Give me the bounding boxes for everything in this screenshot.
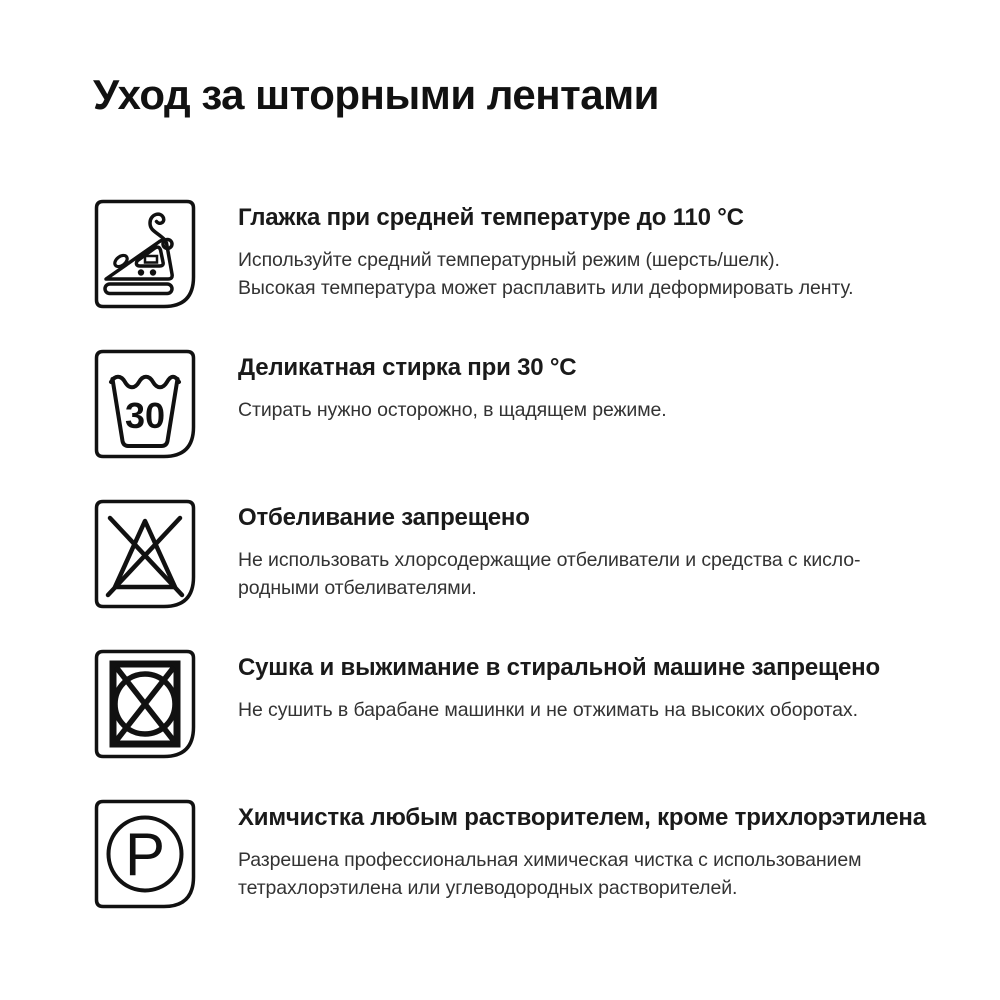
- iron-medium-temp-icon: [93, 198, 197, 310]
- dry-clean-p-icon: [93, 798, 197, 910]
- care-description-line: родными отбеливателями.: [238, 577, 477, 599]
- care-section-drying: [93, 648, 960, 760]
- care-sections-list: [93, 198, 960, 910]
- no-bleach-icon: [93, 498, 197, 610]
- care-description-line: Используйте средний температурный режим (шерсть/шелк).: [238, 249, 780, 271]
- care-section-bleaching: [93, 498, 960, 610]
- wash-temperature-label: 30: [124, 395, 166, 436]
- page-title: Уход за шторными лентами: [93, 71, 659, 118]
- care-section-ironing: [93, 198, 960, 310]
- care-description-line: тетрахлорэтилена или углеводородных растворителей.: [238, 877, 738, 899]
- care-description-line: Не использовать хлорсодержащие отбеливатели и средства с кисло-: [238, 549, 861, 571]
- care-text-bleaching: [238, 498, 960, 602]
- care-text-washing: [238, 348, 960, 424]
- care-heading: Отбеливание запрещено: [238, 504, 530, 531]
- dry-clean-letter-label: P: [124, 821, 166, 888]
- care-heading: Сушка и выжимание в стиральной машине запрещено: [238, 654, 880, 681]
- no-tumble-dry-icon: [93, 648, 197, 760]
- care-description-line: Разрешена профессиональная химическая чистка с использованием: [238, 849, 862, 871]
- care-heading: Деликатная стирка при 30 °C: [238, 354, 577, 381]
- care-description-line: Высокая температура может расплавить или деформировать ленту.: [238, 277, 854, 299]
- care-text-drying: [238, 648, 960, 724]
- care-section-washing: [93, 348, 960, 460]
- care-description-line: Стирать нужно осторожно, в щадящем режиме.: [238, 399, 667, 421]
- care-heading: Химчистка любым растворителем, кроме трихлорэтилена: [238, 804, 926, 831]
- delicate-wash-30-icon: [93, 348, 197, 460]
- care-description-line: Не сушить в барабане машинки и не отжимать на высоких оборотах.: [238, 699, 858, 721]
- care-text-dry-cleaning: [238, 798, 960, 902]
- care-heading: Глажка при средней температуре до 110 °C: [238, 204, 744, 231]
- care-text-ironing: [238, 198, 960, 302]
- care-section-dry-cleaning: [93, 798, 960, 910]
